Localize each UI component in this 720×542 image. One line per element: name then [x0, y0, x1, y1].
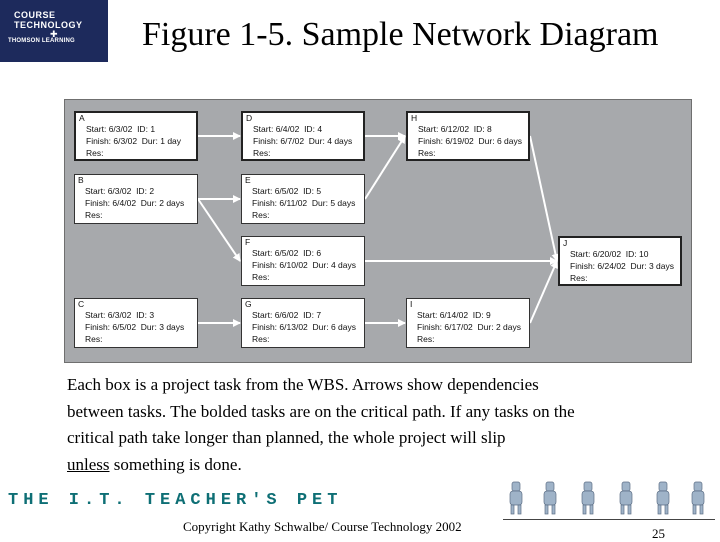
- dur-label: Dur:: [140, 322, 157, 332]
- task-finish-row: [86, 135, 196, 147]
- res-label: Res:: [253, 148, 271, 158]
- task-letter: A: [79, 113, 85, 123]
- task-letter: J: [563, 238, 568, 248]
- start-label: Start:: [418, 124, 439, 134]
- task-res-row: [252, 333, 364, 345]
- teachers-pet-banner: THE I.T. TEACHER'S PET: [8, 491, 343, 510]
- copyright-text: Copyright Kathy Schwalbe/ Course Technology 2002: [183, 519, 462, 534]
- duration: 5 days: [330, 198, 356, 208]
- task-start-row: [418, 123, 528, 135]
- task-box-g: [241, 298, 365, 348]
- dur-label: Dur:: [140, 198, 157, 208]
- task-res-row: [86, 147, 196, 159]
- footer-divider: [503, 519, 715, 520]
- dur-label: Dur:: [478, 136, 495, 146]
- task-finish-row: [85, 197, 197, 209]
- caption-line4: something is done.: [109, 454, 242, 474]
- task-res-row: [570, 272, 680, 284]
- start-label: Start:: [570, 249, 591, 259]
- start-date: 6/6/02: [274, 310, 299, 320]
- robot-dogs-illustration: [500, 478, 715, 518]
- arrow-b-to-f: [198, 199, 240, 261]
- task-res-row: [85, 333, 197, 345]
- finish-label: Finish:: [86, 136, 112, 146]
- slide-title: Figure 1-5. Sample Network Diagram: [142, 16, 659, 53]
- task-start-row: [85, 185, 197, 197]
- course-technology-logo: [0, 0, 108, 62]
- start-date: 6/20/02: [592, 249, 622, 259]
- finish-label: Finish:: [85, 198, 111, 208]
- task-letter: E: [245, 175, 251, 185]
- logo-line1: COURSE: [14, 10, 56, 20]
- start-date: 6/5/02: [274, 186, 299, 196]
- start-date: 6/12/02: [440, 124, 470, 134]
- start-label: Start:: [86, 124, 107, 134]
- finish-label: Finish:: [252, 322, 278, 332]
- id-label: ID:: [473, 124, 485, 134]
- task-letter: I: [410, 299, 413, 309]
- finish-label: Finish:: [85, 322, 111, 332]
- dur-label: Dur:: [312, 322, 329, 332]
- task-letter: B: [78, 175, 84, 185]
- id-label: ID:: [303, 248, 314, 258]
- start-label: Start:: [253, 124, 274, 134]
- task-start-row: [252, 185, 364, 197]
- res-label: Res:: [252, 334, 270, 344]
- task-letter: G: [245, 299, 252, 309]
- task-finish-row: [417, 321, 529, 333]
- page-number: 25: [652, 526, 665, 541]
- task-finish-row: [570, 260, 680, 272]
- logo-line2: TECHNOLOGY: [14, 20, 83, 30]
- caption-unless: unless: [67, 454, 110, 474]
- caption-line2: between tasks. The bolded tasks are on the critical path. If any tasks on the: [67, 401, 575, 421]
- res-label: Res:: [417, 334, 435, 344]
- start-date: 6/3/02: [107, 186, 132, 196]
- finish-label: Finish:: [417, 322, 443, 332]
- task-box-i: [406, 298, 530, 348]
- task-start-row: [252, 309, 364, 321]
- res-label: Res:: [85, 334, 103, 344]
- task-start-row: [85, 309, 197, 321]
- task-res-row: [252, 271, 364, 283]
- task-finish-row: [252, 197, 364, 209]
- start-label: Start:: [85, 310, 106, 320]
- logo-plus-icon: ✚: [50, 29, 58, 39]
- id-label: ID:: [136, 310, 147, 320]
- id-label: ID:: [472, 310, 484, 320]
- task-letter: F: [245, 237, 251, 247]
- dur-label: Dur:: [312, 260, 329, 270]
- start-label: Start:: [417, 310, 438, 320]
- res-label: Res:: [85, 210, 103, 220]
- dur-label: Dur:: [308, 136, 325, 146]
- arrow-i-to-j: [530, 261, 557, 323]
- start-date: 6/14/02: [439, 310, 469, 320]
- task-id: 4: [317, 124, 323, 134]
- dur-label: Dur:: [311, 198, 328, 208]
- arrow-e-to-h: [365, 136, 405, 199]
- dur-label: Dur:: [141, 136, 158, 146]
- finish-label: Finish:: [252, 260, 278, 270]
- res-label: Res:: [252, 210, 270, 220]
- start-date: 6/3/02: [107, 310, 132, 320]
- finish-label: Finish:: [252, 198, 278, 208]
- start-label: Start:: [252, 186, 273, 196]
- task-res-row: [85, 209, 197, 221]
- duration: 1 day: [160, 136, 182, 146]
- dur-label: Dur:: [630, 261, 647, 271]
- finish-date: 6/5/02: [112, 322, 137, 332]
- task-id: 7: [316, 310, 322, 320]
- task-box-c: [74, 298, 198, 348]
- id-label: ID:: [303, 310, 314, 320]
- start-date: 6/3/02: [108, 124, 133, 134]
- start-label: Start:: [85, 186, 106, 196]
- res-label: Res:: [86, 148, 104, 158]
- finish-date: 6/3/02: [113, 136, 138, 146]
- finish-label: Finish:: [418, 136, 444, 146]
- task-finish-row: [253, 135, 363, 147]
- duration: 3 days: [159, 322, 185, 332]
- task-box-h: [406, 111, 530, 161]
- task-box-f: [241, 236, 365, 286]
- start-date: 6/5/02: [274, 248, 299, 258]
- start-date: 6/4/02: [275, 124, 300, 134]
- task-id: 5: [316, 186, 322, 196]
- duration: 2 days: [159, 198, 185, 208]
- task-finish-row: [252, 321, 364, 333]
- finish-date: 6/7/02: [280, 136, 305, 146]
- task-letter: D: [246, 113, 253, 123]
- task-start-row: [253, 123, 363, 135]
- finish-date: 6/13/02: [279, 322, 308, 332]
- start-label: Start:: [252, 310, 273, 320]
- task-letter: H: [411, 113, 418, 123]
- caption-line1: Each box is a project task from the WBS. Arrows show dependencies: [67, 375, 539, 394]
- res-label: Res:: [570, 273, 588, 283]
- dur-label: Dur:: [477, 322, 494, 332]
- task-id: 8: [487, 124, 492, 134]
- finish-date: 6/11/02: [279, 198, 308, 208]
- arrow-h-to-j: [530, 136, 557, 261]
- task-id: 1: [150, 124, 156, 134]
- task-box-e: [241, 174, 365, 224]
- duration: 4 days: [330, 260, 357, 270]
- task-box-a: [74, 111, 198, 161]
- duration: 4 days: [327, 136, 353, 146]
- finish-date: 6/10/02: [279, 260, 308, 270]
- finish-date: 6/4/02: [112, 198, 137, 208]
- task-letter: C: [78, 299, 85, 309]
- task-id: 10: [639, 249, 649, 259]
- id-label: ID:: [303, 186, 314, 196]
- task-id: 2: [149, 186, 155, 196]
- task-id: 3: [149, 310, 155, 320]
- id-label: ID:: [304, 124, 315, 134]
- task-start-row: [570, 248, 680, 260]
- finish-label: Finish:: [253, 136, 279, 146]
- start-label: Start:: [252, 248, 273, 258]
- duration: 6 days: [496, 136, 523, 146]
- task-finish-row: [252, 259, 364, 271]
- task-finish-row: [85, 321, 197, 333]
- task-box-b: [74, 174, 198, 224]
- id-label: ID:: [137, 124, 148, 134]
- task-start-row: [252, 247, 364, 259]
- task-box-d: [241, 111, 365, 161]
- network-diagram: [64, 99, 692, 363]
- duration: 3 days: [648, 261, 675, 271]
- task-start-row: [86, 123, 196, 135]
- finish-date: 6/24/02: [597, 261, 626, 271]
- finish-date: 6/19/02: [445, 136, 474, 146]
- task-id: 6: [316, 248, 322, 258]
- task-start-row: [417, 309, 529, 321]
- res-label: Res:: [418, 148, 436, 158]
- task-res-row: [253, 147, 363, 159]
- task-id: 9: [486, 310, 491, 320]
- task-res-row: [418, 147, 528, 159]
- caption-line3: critical path take longer than planned, the whole project will slip: [67, 428, 506, 447]
- task-res-row: [417, 333, 529, 345]
- finish-label: Finish:: [570, 261, 596, 271]
- task-box-j: [558, 236, 682, 286]
- res-label: Res:: [252, 272, 270, 282]
- duration: 6 days: [330, 322, 357, 332]
- caption-text: [67, 372, 687, 478]
- task-res-row: [252, 209, 364, 221]
- duration: 2 days: [495, 322, 522, 332]
- finish-date: 6/17/02: [444, 322, 473, 332]
- id-label: ID:: [625, 249, 637, 259]
- id-label: ID:: [136, 186, 147, 196]
- logo-line3: THOMSON LEARNING: [8, 38, 75, 44]
- task-finish-row: [418, 135, 528, 147]
